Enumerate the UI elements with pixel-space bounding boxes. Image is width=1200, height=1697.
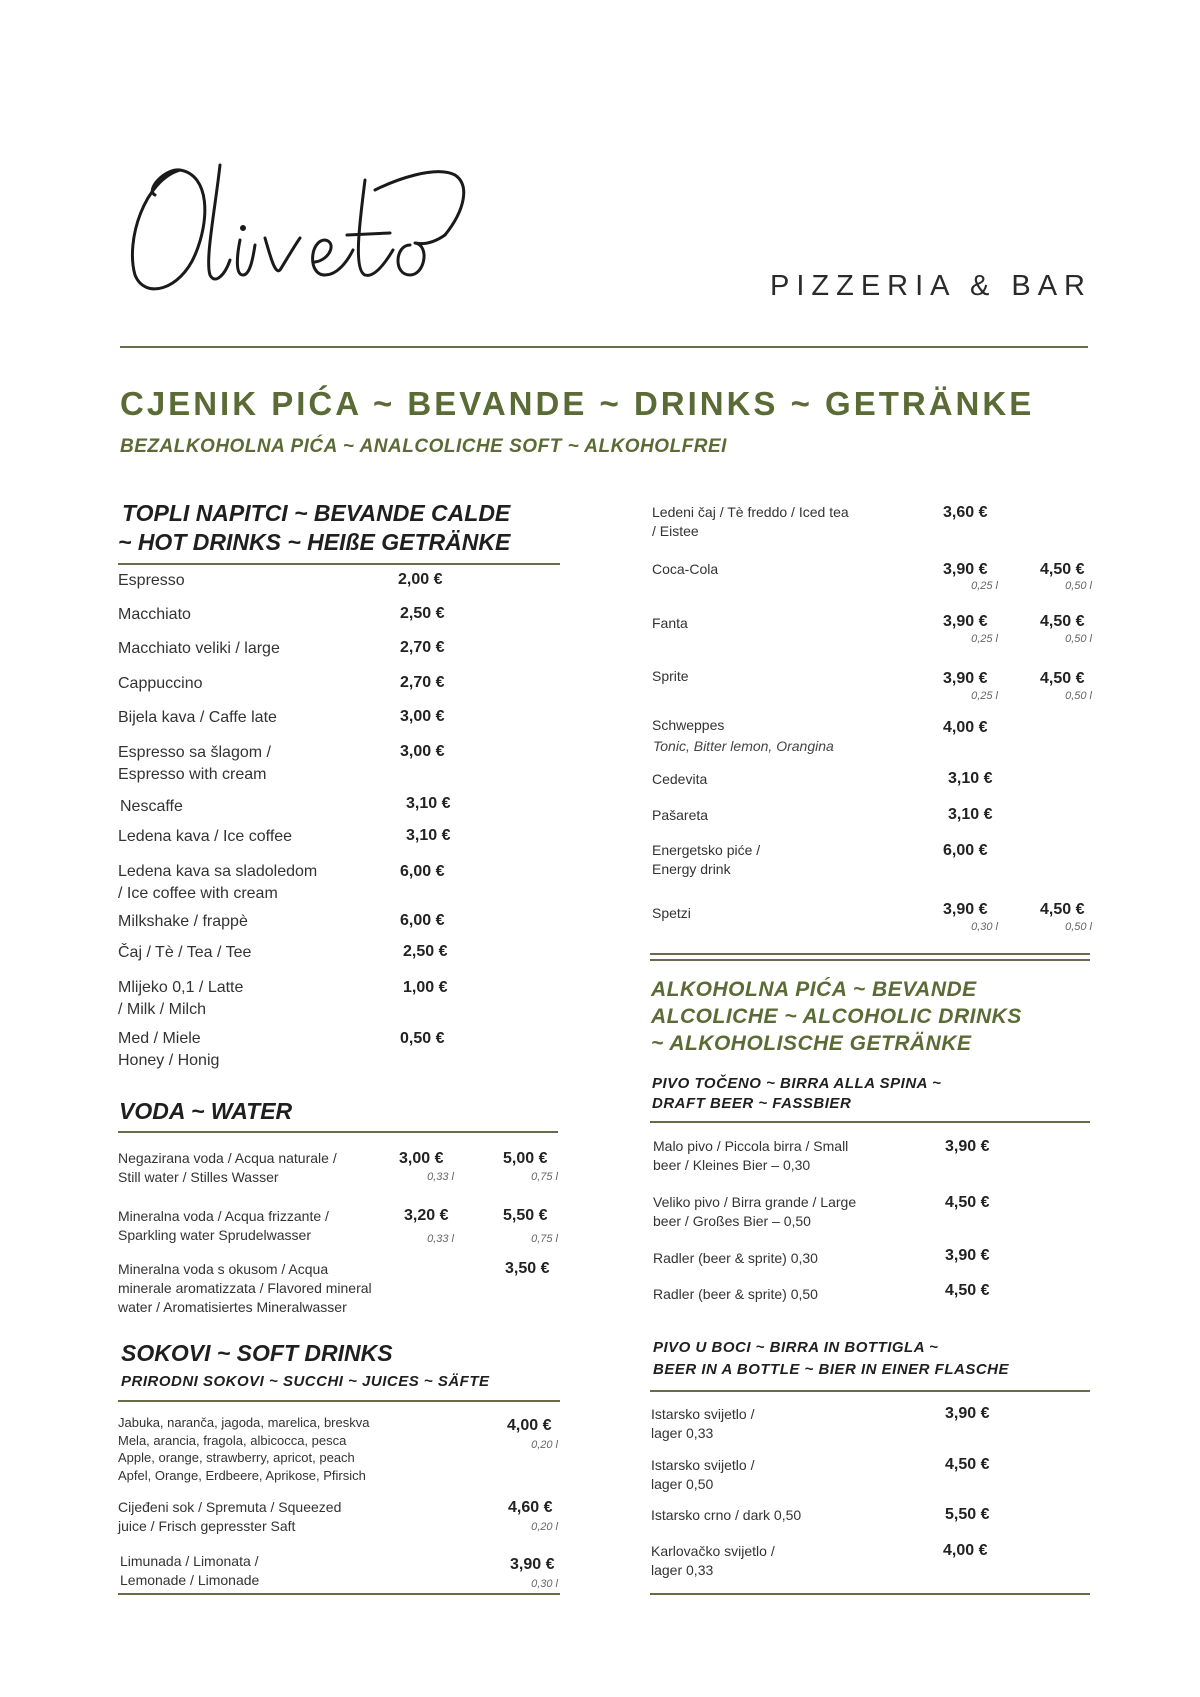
list-item: Schweppes — [652, 717, 725, 733]
list-item: Fanta — [652, 615, 688, 631]
page-title: CJENIK PIĆA ~ BEVANDE ~ DRINKS ~ GETRÄNKE — [120, 385, 1035, 422]
item-price: 3,00 € — [399, 1150, 444, 1167]
item-volume: 0,50 l — [1065, 690, 1092, 702]
list-item: Mineralna voda / Acqua frizzante / — [118, 1208, 329, 1224]
item-price: 3,00 € — [400, 708, 445, 725]
list-item: Mineralna voda s okusom / Acqua — [118, 1261, 329, 1277]
draft-beer-title-2: DRAFT BEER ~ FASSBIER — [652, 1095, 852, 1112]
list-item: Bijela kava / Caffe late — [118, 709, 277, 726]
item-volume: 0,20 l — [531, 1521, 558, 1533]
list-item: Negazirana voda / Acqua naturale / — [118, 1150, 337, 1166]
list-item-line2: Honey / Honig — [118, 1052, 220, 1069]
list-item: Nescaffe — [120, 798, 183, 815]
item-price: 4,50 € — [1040, 561, 1085, 578]
list-item: Pašareta — [652, 807, 709, 823]
list-item: Istarsko crno / dark 0,50 — [651, 1507, 802, 1523]
item-volume: 0,50 l — [1065, 633, 1092, 645]
list-item-line: Apfel, Orange, Erdbeere, Aprikose, Pfirsich — [118, 1467, 366, 1483]
item-price: 4,50 € — [945, 1456, 990, 1473]
item-price: 3,60 € — [943, 504, 988, 521]
item-price: 2,00 € — [398, 571, 443, 588]
hot-drinks-title-2: ~ HOT DRINKS ~ HEIßE GETRÄNKE — [118, 529, 511, 555]
item-volume: 0,25 l — [971, 580, 998, 592]
item-price: 3,90 € — [943, 561, 988, 578]
item-price: 4,50 € — [945, 1194, 990, 1211]
bottom-divider-right — [650, 1593, 1090, 1595]
item-volume: 0,50 l — [1065, 921, 1092, 933]
item-price: 6,00 € — [943, 842, 988, 859]
list-item: Ledeni čaj / Tè freddo / Iced tea — [652, 504, 849, 520]
list-item-line2: / Ice coffee with cream — [118, 885, 278, 902]
list-item: Macchiato — [118, 606, 191, 623]
item-price: 3,90 € — [943, 670, 988, 687]
bottled-beer-divider — [650, 1390, 1090, 1392]
list-item-line: Jabuka, naranča, jagoda, marelica, breskva — [118, 1415, 370, 1430]
soft-drinks-divider — [118, 1400, 560, 1402]
tagline: PIZZERIA & BAR — [770, 270, 1092, 302]
list-item-line2: lager 0,50 — [651, 1476, 714, 1492]
list-item: Coca-Cola — [652, 561, 719, 577]
item-price: 2,50 € — [403, 943, 448, 960]
item-price: 3,10 € — [406, 795, 451, 812]
list-item: Milkshake / frappè — [118, 913, 248, 930]
list-item — [120, 1552, 259, 1590]
list-item-line2: Sparkling water Sprudelwasser — [118, 1227, 311, 1243]
item-volume: 0,33 l — [427, 1171, 454, 1183]
item-price: 3,90 € — [943, 901, 988, 918]
item-price: 3,90 € — [510, 1556, 555, 1573]
list-item-line2: lager 0,33 — [651, 1425, 714, 1441]
item-price: 3,50 € — [505, 1260, 550, 1277]
item-price: 0,50 € — [400, 1030, 445, 1047]
bottled-beer-title-1: PIVO U BOCI ~ BIRRA IN BOTTIGLA ~ — [653, 1339, 939, 1356]
list-item: Cappuccino — [118, 675, 203, 692]
item-volume: 0,25 l — [971, 690, 998, 702]
hot-drinks-divider — [118, 563, 560, 565]
water-title: VODA ~ WATER — [119, 1098, 293, 1124]
item-volume: 0,30 l — [531, 1578, 558, 1590]
list-item: Malo pivo / Piccola birra / Small — [653, 1138, 849, 1154]
item-price: 3,10 € — [406, 827, 451, 844]
item-price: 3,90 € — [945, 1247, 990, 1264]
list-item-line: Mela, arancia, fragola, albicocca, pesca — [118, 1432, 347, 1448]
item-price: 5,00 € — [503, 1150, 548, 1167]
list-item: Ledena kava sa sladoledom — [118, 863, 318, 880]
list-item-line3: water / Aromatisiertes Mineralwasser — [118, 1299, 347, 1315]
item-price: 6,00 € — [400, 863, 445, 880]
list-item: Radler (beer & sprite) 0,50 — [653, 1286, 818, 1302]
item-volume: 0,25 l — [971, 633, 998, 645]
list-item: Espresso — [118, 572, 185, 589]
list-item: Istarsko svijetlo / — [651, 1457, 755, 1473]
hot-drinks-title-1: TOPLI NAPITCI ~ BEVANDE CALDE — [122, 500, 511, 526]
item-price: 2,70 € — [400, 674, 445, 691]
item-price: 4,50 € — [1040, 901, 1085, 918]
alcohol-title-1: ALKOHOLNA PIĆA ~ BEVANDE — [651, 978, 977, 1001]
list-item-line: Limunada / Limonata / — [120, 1553, 259, 1569]
item-price: 5,50 € — [503, 1207, 548, 1224]
list-item: Energetsko piće / — [652, 842, 761, 858]
water-divider — [118, 1131, 558, 1133]
item-price: 4,50 € — [1040, 670, 1085, 687]
item-price: 2,70 € — [400, 639, 445, 656]
list-item-line: Apple, orange, strawberry, apricot, peach — [118, 1450, 355, 1465]
item-price: 4,60 € — [508, 1499, 553, 1516]
item-price: 1,00 € — [403, 979, 448, 996]
item-price: 2,50 € — [400, 605, 445, 622]
item-price: 4,00 € — [507, 1417, 552, 1434]
list-item: Ledena kava / Ice coffee — [118, 828, 293, 845]
item-price: 3,90 € — [943, 613, 988, 630]
list-item — [118, 1498, 341, 1536]
list-item: Veliko pivo / Birra grande / Large — [653, 1194, 857, 1210]
double-divider-bottom — [650, 959, 1090, 961]
item-price: 3,20 € — [404, 1207, 449, 1224]
list-item: Spetzi — [652, 905, 691, 921]
item-volume: 0,50 l — [1065, 580, 1092, 592]
page-subtitle: BEZALKOHOLNA PIĆA ~ ANALCOLICHE SOFT ~ ALKOHOLFREI — [120, 436, 727, 457]
item-price: 5,50 € — [945, 1506, 990, 1523]
item-volume: 0,30 l — [971, 921, 998, 933]
item-note: Tonic, Bitter lemon, Orangina — [653, 738, 834, 754]
list-item: Čaj / Tè / Tea / Tee — [118, 944, 252, 961]
list-item-line: Cijeđeni sok / Spremuta / Squeezed — [118, 1499, 342, 1515]
list-item-line: Lemonade / Limonade — [120, 1572, 260, 1588]
item-price: 3,00 € — [400, 743, 445, 760]
list-item: Mlijeko 0,1 / Latte — [118, 979, 244, 996]
list-item-line2: Espresso with cream — [118, 766, 267, 783]
list-item: Radler (beer & sprite) 0,30 — [653, 1250, 818, 1266]
item-price: 3,10 € — [948, 770, 993, 787]
oliveto-logo — [125, 150, 495, 320]
list-item: Sprite — [652, 668, 689, 684]
soft-drinks-subtitle: PRIRODNI SOKOVI ~ SUCCHI ~ JUICES ~ SÄFTE — [121, 1373, 490, 1390]
item-price: 3,90 € — [945, 1405, 990, 1422]
draft-beer-divider — [650, 1121, 1090, 1123]
item-volume: 0,20 l — [531, 1439, 558, 1451]
item-volume: 0,33 l — [427, 1233, 454, 1245]
alcohol-title-3: ~ ALKOHOLISCHE GETRÄNKE — [651, 1032, 972, 1055]
list-item-line2: minerale aromatizzata / Flavored mineral — [118, 1280, 372, 1296]
list-item: Cedevita — [652, 771, 708, 787]
list-item-line2: Energy drink — [652, 861, 731, 877]
double-divider-top — [650, 953, 1090, 955]
header-divider — [120, 346, 1088, 348]
bottled-beer-title-2: BEER IN A BOTTLE ~ BIER IN EINER FLASCHE — [653, 1361, 1009, 1378]
bottom-divider-left — [118, 1593, 560, 1595]
list-item — [118, 1414, 369, 1484]
list-item: Istarsko svijetlo / — [651, 1406, 755, 1422]
list-item: Macchiato veliki / large — [118, 640, 280, 657]
list-item-line2: beer / Kleines Bier – 0,30 — [653, 1157, 811, 1173]
item-volume: 0,75 l — [531, 1233, 558, 1245]
list-item: Espresso sa šlagom / — [118, 744, 271, 761]
list-item-line: juice / Frisch gepresster Saft — [118, 1518, 296, 1534]
item-volume: 0,75 l — [531, 1171, 558, 1183]
list-item-line2: Still water / Stilles Wasser — [118, 1169, 279, 1185]
list-item-line2: / Milk / Milch — [118, 1001, 206, 1018]
item-price: 3,10 € — [948, 806, 993, 823]
list-item-line2: lager 0,33 — [651, 1562, 714, 1578]
list-item: Karlovačko svijetlo / — [651, 1543, 775, 1559]
list-item: Med / Miele — [118, 1030, 201, 1047]
list-item-line2: beer / Großes Bier – 0,50 — [653, 1213, 811, 1229]
alcohol-title-2: ALCOLICHE ~ ALCOHOLIC DRINKS — [651, 1005, 1022, 1028]
item-price: 4,00 € — [943, 1542, 988, 1559]
item-price: 4,00 € — [943, 719, 988, 736]
item-price: 3,90 € — [945, 1138, 990, 1155]
item-price: 4,50 € — [945, 1282, 990, 1299]
soft-drinks-title: SOKOVI ~ SOFT DRINKS — [121, 1340, 393, 1366]
list-item-line2: / Eistee — [652, 523, 699, 539]
item-price: 4,50 € — [1040, 613, 1085, 630]
draft-beer-title-1: PIVO TOČENO ~ BIRRA ALLA SPINA ~ — [652, 1075, 942, 1092]
item-price: 6,00 € — [400, 912, 445, 929]
